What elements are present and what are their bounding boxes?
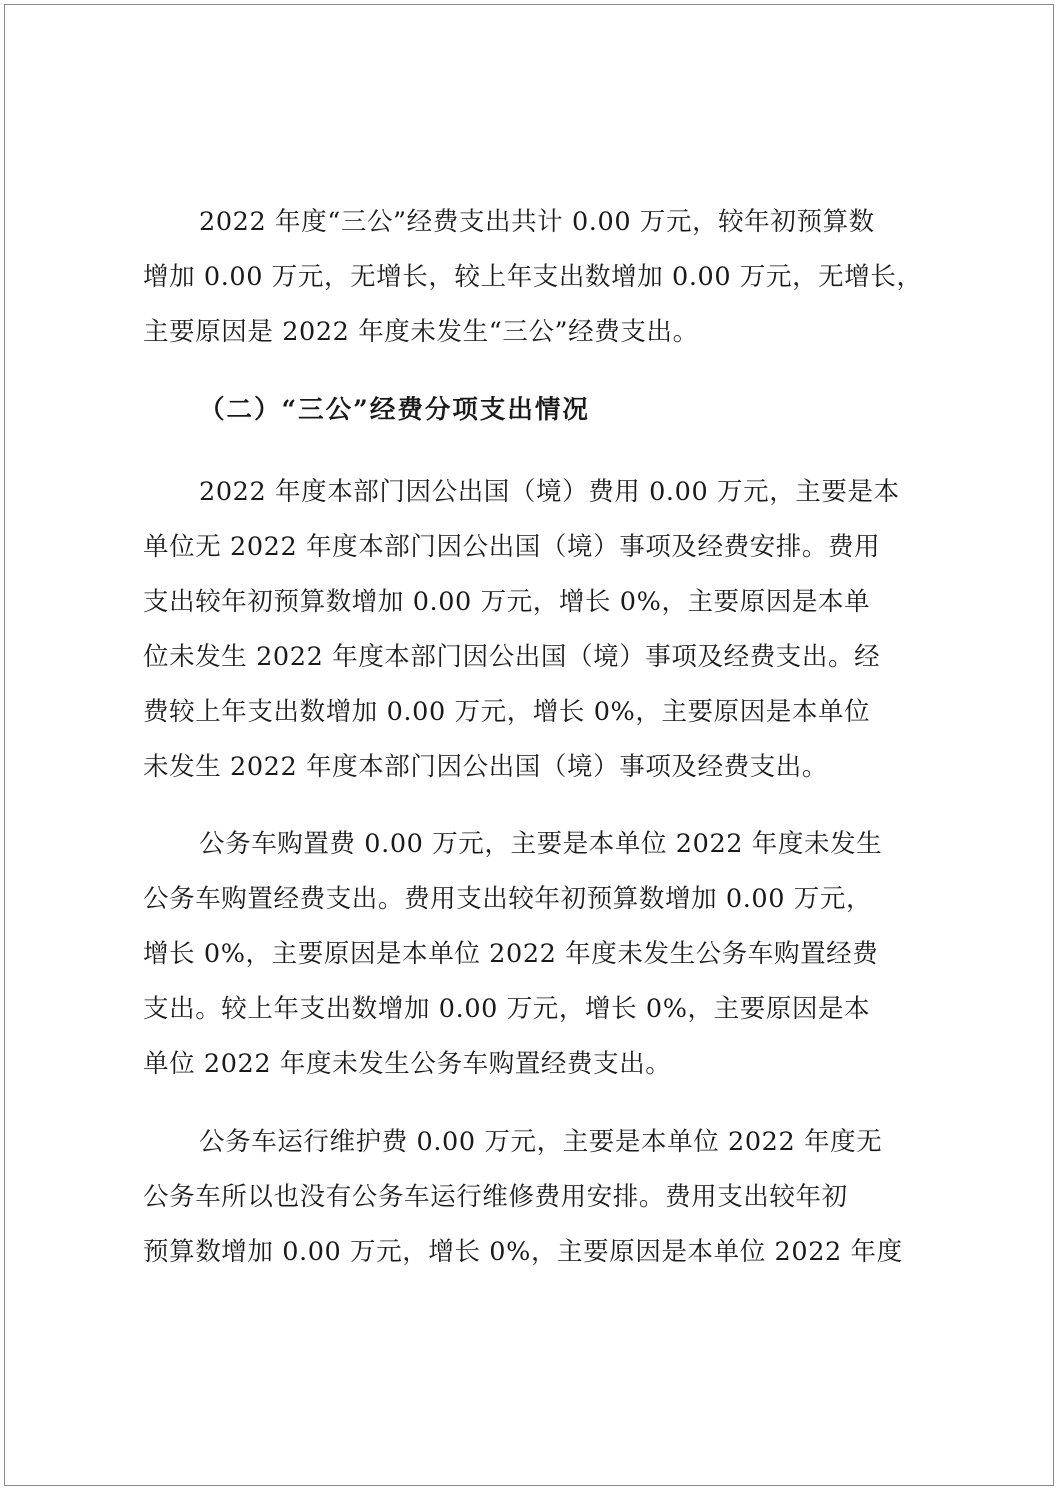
paragraph-line: 主要原因是 2022 年度未发生“三公”经费支出。 <box>143 317 699 347</box>
paragraph-line: 2022 年度“三公”经费支出共计 0.00 万元，较年初预算数 <box>199 207 875 237</box>
paragraph-line: 2022 年度本部门因公出国（境）费用 0.00 万元，主要是本 <box>199 477 900 507</box>
paragraph-line: 位未发生 2022 年度本部门因公出国（境）事项及经费支出。经 <box>143 642 881 672</box>
paragraph-line: 单位无 2022 年度本部门因公出国（境）事项及经费安排。费用 <box>143 532 881 562</box>
section-heading: （二）“三公”经费分项支出情况 <box>199 395 590 425</box>
paragraph-line: 预算数增加 0.00 万元，增长 0%，主要原因是本单位 2022 年度 <box>143 1237 903 1267</box>
paragraph-line: 增加 0.00 万元，无增长，较上年支出数增加 0.00 万元，无增长， <box>143 262 923 292</box>
paragraph-line: 公务车运行维护费 0.00 万元，主要是本单位 2022 年度无 <box>199 1127 883 1157</box>
paragraph-line: 支出较年初预算数增加 0.00 万元，增长 0%，主要原因是本单 <box>143 587 871 617</box>
paragraph-line: 增长 0%，主要原因是本单位 2022 年度未发生公务车购置经费 <box>143 939 879 969</box>
paragraph-line: 公务车所以也没有公务车运行维修费用安排。费用支出较年初 <box>143 1182 848 1212</box>
paragraph-line: 费较上年支出数增加 0.00 万元，增长 0%，主要原因是本单位 <box>143 697 871 727</box>
paragraph-line: 未发生 2022 年度本部门因公出国（境）事项及经费支出。 <box>143 752 829 782</box>
paragraph-line: 公务车购置费 0.00 万元，主要是本单位 2022 年度未发生 <box>199 829 883 859</box>
paragraph-line: 支出。较上年支出数增加 0.00 万元，增长 0%，主要原因是本 <box>143 994 871 1024</box>
paragraph-line: 公务车购置经费支出。费用支出较年初预算数增加 0.00 万元， <box>143 884 873 914</box>
paragraph-line: 单位 2022 年度未发生公务车购置经费支出。 <box>143 1049 672 1079</box>
document-page <box>4 4 1054 1486</box>
